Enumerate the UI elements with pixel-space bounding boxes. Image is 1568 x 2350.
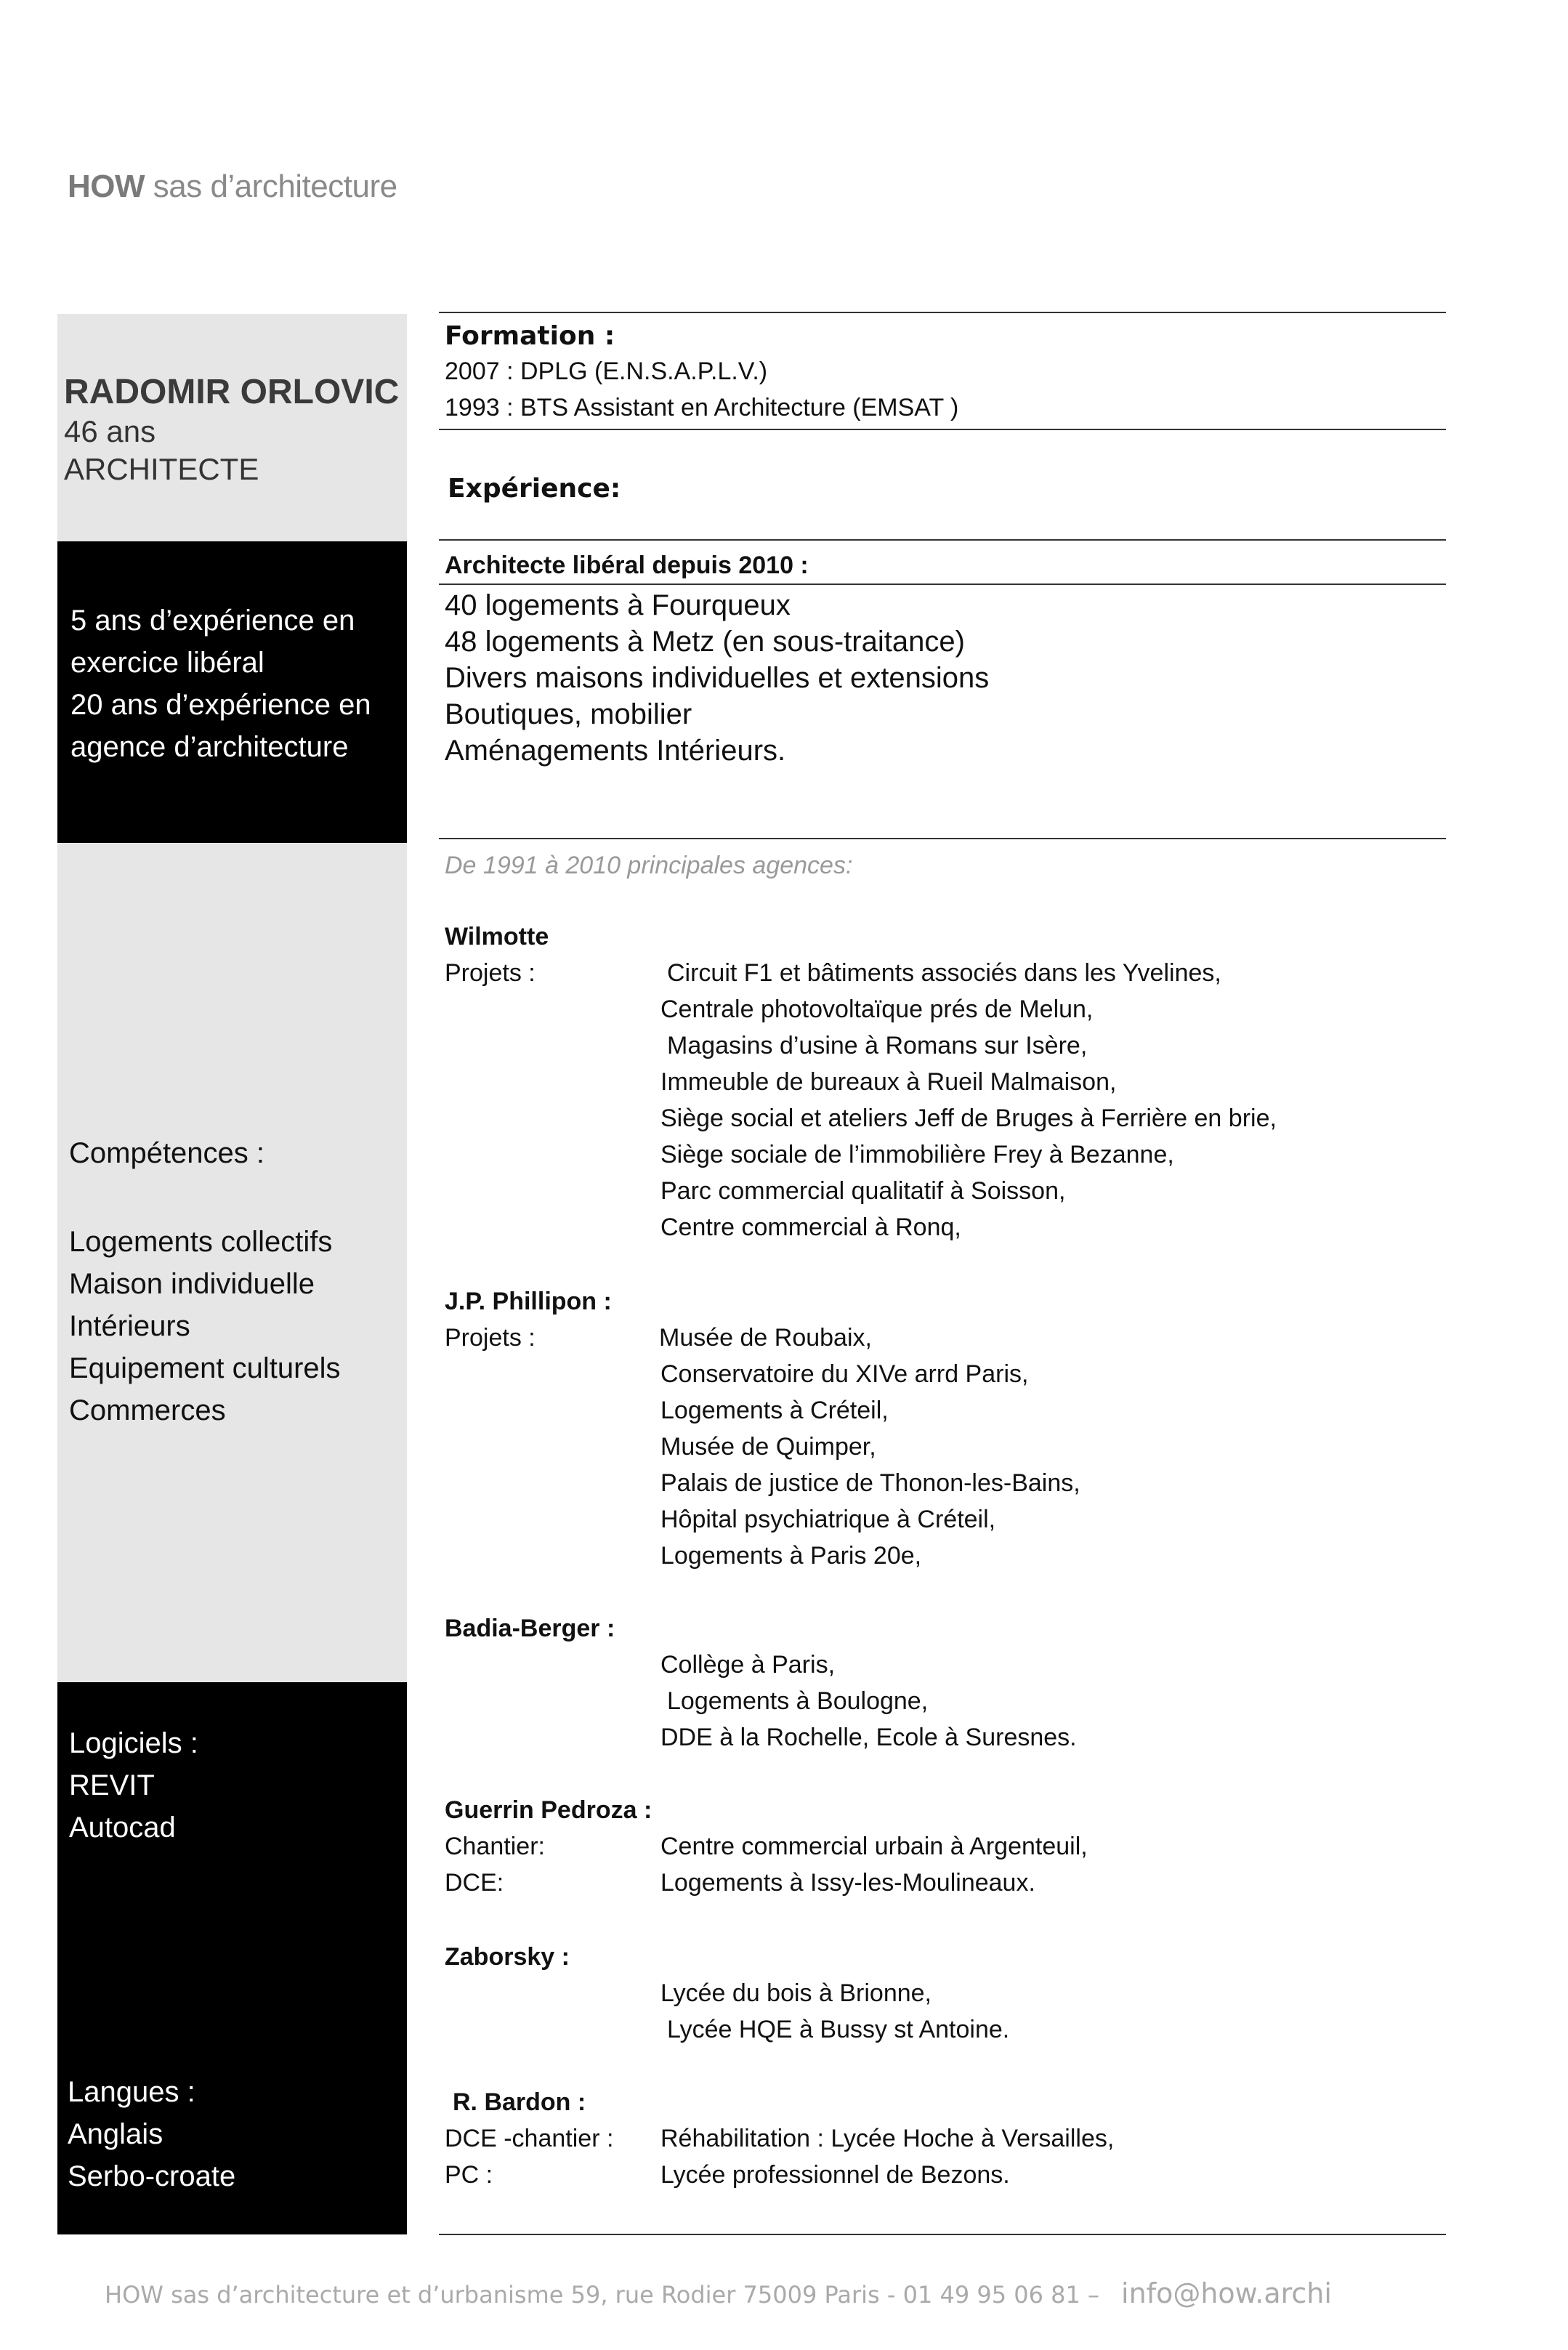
project-item: Hôpital psychiatrique à Créteil, xyxy=(660,1506,996,1533)
agency-name-bardon: R. Bardon : xyxy=(453,2088,586,2116)
skills-box xyxy=(57,843,407,1682)
experience-summary-line: exercice libéral xyxy=(70,647,264,679)
formation-heading: Formation : xyxy=(445,321,615,351)
profile-name: RADOMIR ORLOVIC xyxy=(64,373,400,411)
project-item: Lycée HQE à Bussy st Antoine. xyxy=(667,2016,1010,2043)
formation-item: 2007 : DPLG (E.N.S.A.P.L.V.) xyxy=(445,358,768,385)
experience-summary-box xyxy=(57,541,407,843)
row-label: DCE: xyxy=(445,1869,504,1897)
project-item: Musée de Roubaix, xyxy=(659,1324,872,1352)
project-item: Palais de justice de Thonon-les-Bains, xyxy=(660,1469,1080,1497)
profile-title: ARCHITECTE xyxy=(64,452,259,486)
divider xyxy=(439,584,1446,585)
project-item: Conservatoire du XIVe arrd Paris, xyxy=(660,1360,1029,1388)
agency-name-phillipon: J.P. Phillipon : xyxy=(445,1288,612,1315)
language-item: Anglais xyxy=(68,2118,163,2150)
row-value: Réhabilitation : Lycée Hoche à Versailles, xyxy=(660,2125,1115,2152)
software-languages-box xyxy=(57,1682,407,2234)
agency-name-wilmotte: Wilmotte xyxy=(445,923,549,950)
skill-item: Equipement culturels xyxy=(69,1352,341,1384)
software-item: Autocad xyxy=(69,1812,176,1844)
project-item: Collège à Paris, xyxy=(660,1651,836,1679)
project-item: Centrale photovoltaïque prés de Melun, xyxy=(660,996,1094,1023)
liberal-item: 48 logements à Metz (en sous-traitance) xyxy=(445,626,965,658)
agency-name-badia-berger: Badia-Berger : xyxy=(445,1615,615,1642)
skill-item: Logements collectifs xyxy=(69,1226,333,1258)
experience-summary-line: agence d’architecture xyxy=(70,731,349,763)
project-item: Centre commercial à Ronq, xyxy=(660,1214,961,1241)
profile-age: 46 ans xyxy=(64,414,156,448)
brand-rest: sas d’architecture xyxy=(145,169,397,204)
projects-label: Projets : xyxy=(445,1324,536,1352)
project-item: Circuit F1 et bâtiments associés dans les Yvelines, xyxy=(667,959,1221,987)
software-list xyxy=(69,1722,198,1849)
liberal-item: Boutiques, mobilier xyxy=(445,698,692,730)
divider xyxy=(439,429,1446,430)
row-value: Centre commercial urbain à Argenteuil, xyxy=(660,1833,1088,1860)
skills-label: Compétences : xyxy=(69,1137,265,1169)
row-label: Chantier: xyxy=(445,1833,545,1860)
footer xyxy=(105,2277,1332,2309)
agencies-intro: De 1991 à 2010 principales agences: xyxy=(445,852,853,879)
project-item: Immeuble de bureaux à Rueil Malmaison, xyxy=(660,1068,1117,1096)
row-label: PC : xyxy=(445,2161,493,2189)
liberal-item: 40 logements à Fourqueux xyxy=(445,589,791,621)
language-item: Serbo-croate xyxy=(68,2160,236,2192)
profile-box xyxy=(57,314,407,541)
experience-heading: Expérience: xyxy=(448,474,621,504)
divider xyxy=(439,539,1446,541)
project-item: Magasins d’usine à Romans sur Isère, xyxy=(667,1032,1088,1059)
row-label: DCE -chantier : xyxy=(445,2125,614,2152)
languages-list xyxy=(68,2071,235,2197)
brand-title xyxy=(68,169,397,205)
project-item: Parc commercial qualitatif à Soisson, xyxy=(660,1177,1066,1205)
liberal-list xyxy=(445,587,989,769)
skill-item: Intérieurs xyxy=(69,1310,190,1342)
project-item: Siège sociale de l’immobilière Frey à Bezanne, xyxy=(660,1141,1174,1168)
footer-email[interactable]: info@how.archi xyxy=(1121,2277,1332,2309)
languages-label: Langues : xyxy=(68,2076,195,2108)
liberal-heading: Architecte libéral depuis 2010 : xyxy=(445,552,809,579)
agency-name-guerrin-pedroza: Guerrin Pedroza : xyxy=(445,1796,652,1824)
software-label: Logiciels : xyxy=(69,1727,198,1759)
skills-list xyxy=(69,1221,341,1432)
divider xyxy=(439,2234,1446,2235)
agency-name-zaborsky: Zaborsky : xyxy=(445,1943,570,1971)
footer-address: HOW sas d’architecture et d’urbanisme 59, rue Rodier 75009 Paris - 01 49 95 06 81 – xyxy=(105,2281,1100,2309)
project-item: Musée de Quimper, xyxy=(660,1433,876,1461)
divider xyxy=(439,838,1446,839)
project-item: Logements à Boulogne, xyxy=(667,1687,929,1715)
skill-item: Maison individuelle xyxy=(69,1268,315,1300)
skill-item: Commerces xyxy=(69,1394,226,1426)
liberal-item: Divers maisons individuelles et extensions xyxy=(445,662,990,694)
project-item: Logements à Créteil, xyxy=(660,1397,889,1424)
project-item: Lycée du bois à Brionne, xyxy=(660,1979,931,2007)
project-item: DDE à la Rochelle, Ecole à Suresnes. xyxy=(660,1724,1077,1751)
software-item: REVIT xyxy=(69,1769,155,1801)
brand-bold: HOW xyxy=(68,169,145,204)
experience-summary-line: 20 ans d’expérience en xyxy=(70,689,371,721)
formation-item: 1993 : BTS Assistant en Architecture (EMSAT ) xyxy=(445,394,959,421)
project-item: Logements à Paris 20e, xyxy=(660,1542,922,1570)
project-item: Siège social et ateliers Jeff de Bruges à Ferrière en brie, xyxy=(660,1105,1277,1132)
row-value: Lycée professionnel de Bezons. xyxy=(660,2161,1010,2189)
projects-label: Projets : xyxy=(445,959,536,987)
experience-summary-line: 5 ans d’expérience en xyxy=(70,605,355,637)
liberal-item: Aménagements Intérieurs. xyxy=(445,735,786,767)
row-value: Logements à Issy-les-Moulineaux. xyxy=(660,1869,1035,1897)
divider xyxy=(439,312,1446,313)
